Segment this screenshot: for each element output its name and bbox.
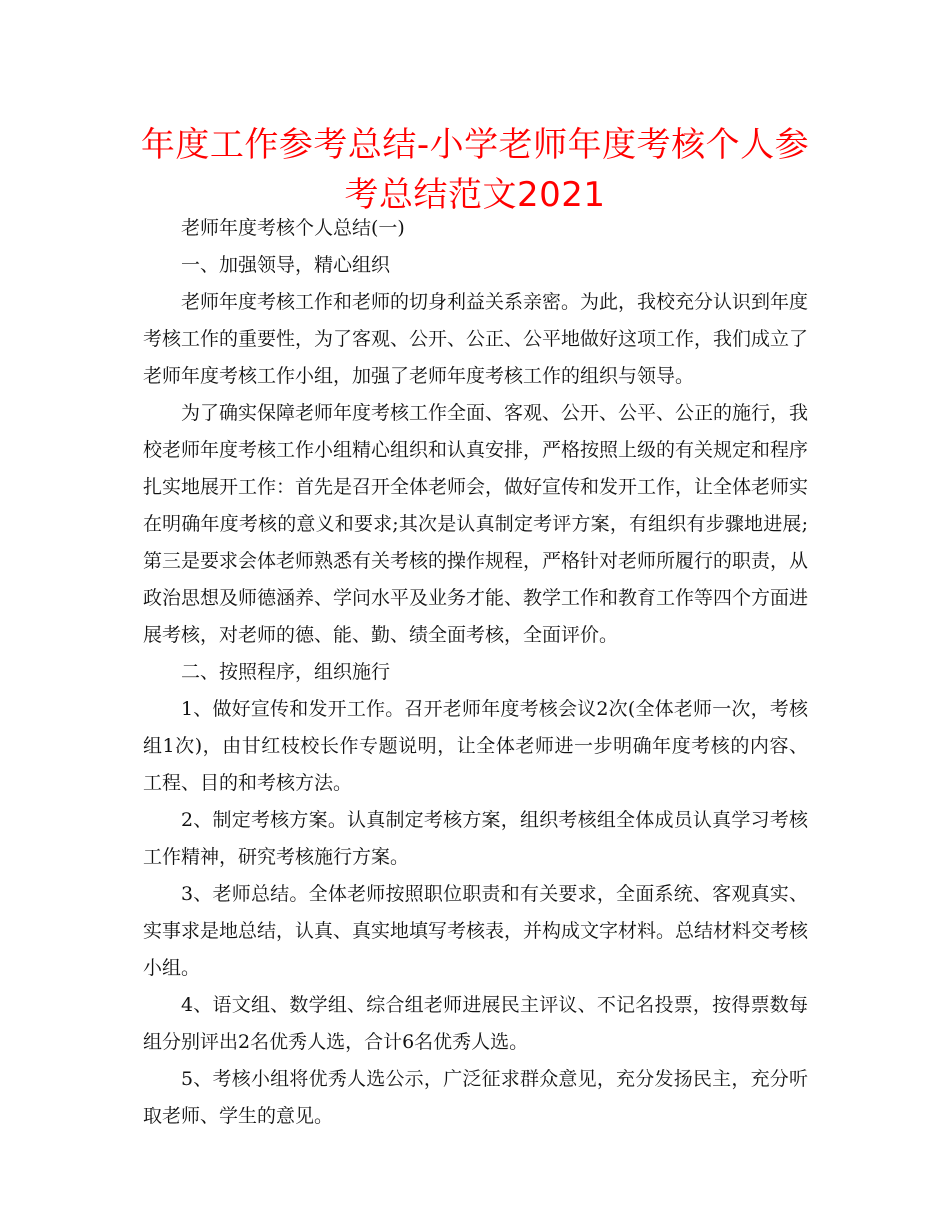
body-paragraph: 老师年度考核工作和老师的切身利益关系亲密。为此，我校充分认识到年度考核工作的重要性，为了客观、公开、公正、公平地做好这项工作，我们成立了老师年度考核工作小组，加强了老师年度考核工作的组织与领导。 <box>143 291 809 387</box>
list-item: 1、做好宣传和发开工作。召开老师年度考核会议2次(全体老师一次，考核组1次)，由甘红枝校长作专题说明，让全体老师进一步明确年度考核的内容、工程、目的和考核方法。 <box>143 698 808 794</box>
document-title: 年度工作参考总结-小学老师年度考核个人参考总结范文2021 <box>140 125 810 215</box>
document-body <box>143 210 808 1135</box>
body-paragraph: 为了确实保障老师年度考核工作全面、客观、公开、公平、公正的施行，我校老师年度考核工作小组精心组织和认真安排，严格按照上级的有关规定和程序扎实地展开工作：首先是召开全体老师会，做好宣传和发开工作，让全体老师实在明确年度考核的意义和要求;其次是认真制定考评方案，有组织有步骤地进展;第三是要求会体老师熟悉有关考核的操作规程，严格针对老师所履行的职责，从政治思想及师德涵养、学问水平及业务才能、教学工作和教育工作等四个方面进展考核，对老师的德、能、勤、绩全面考核，全面评价。 <box>143 402 809 646</box>
list-item: 2、制定考核方案。认真制定考核方案，组织考核组全体成员认真学习考核工作精神，研究考核施行方案。 <box>143 809 808 868</box>
list-item: 4、语文组、数学组、综合组老师进展民主评议、不记名投票，按得票数每组分别评出2名优秀人选，合计6名优秀人选。 <box>143 994 808 1053</box>
list-item: 3、老师总结。全体老师按照职位职责和有关要求，全面系统、客观真实、实事求是地总结，认真、真实地填写考核表，并构成文字材料。总结材料交考核小组。 <box>143 883 809 979</box>
subsection-heading: 一、加强领导，精心组织 <box>181 254 391 276</box>
subsection-heading: 二、按照程序，组织施行 <box>181 661 391 683</box>
list-item: 5、考核小组将优秀人选公示，广泛征求群众意见，充分发扬民主，充分听取老师、学生的意见。 <box>143 1068 808 1127</box>
section-heading: 老师年度考核个人总结(一) <box>181 217 405 239</box>
